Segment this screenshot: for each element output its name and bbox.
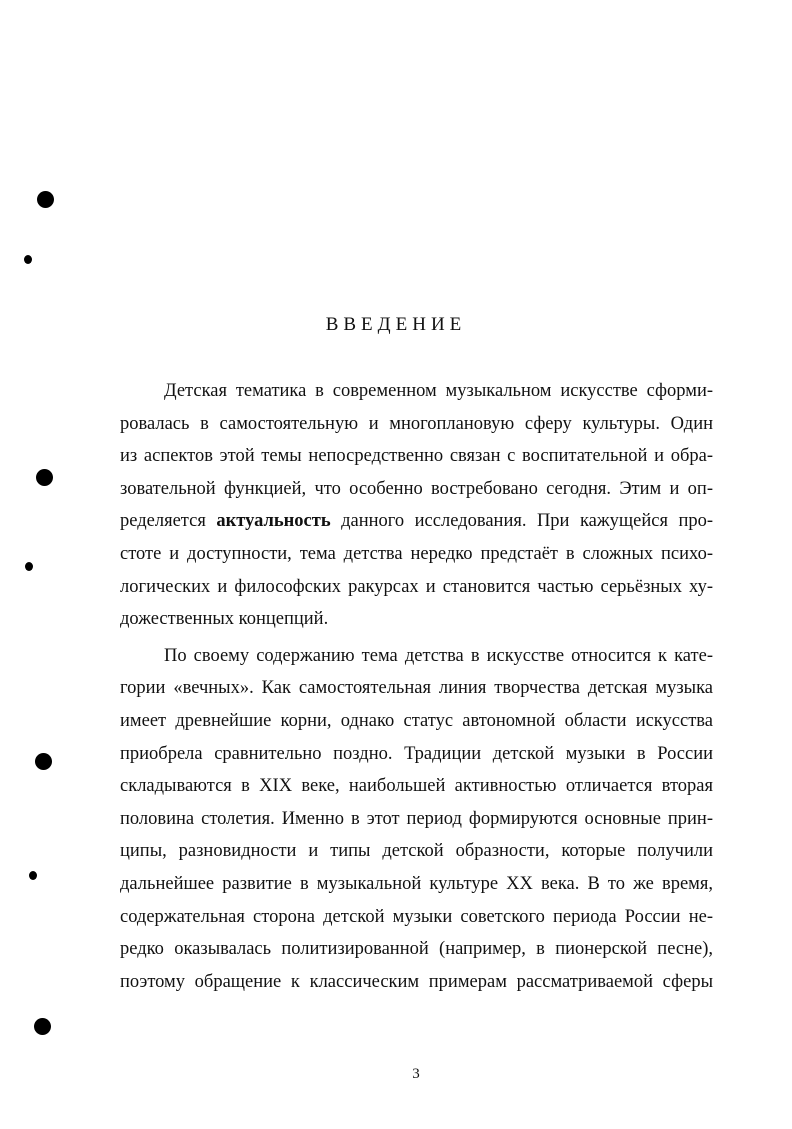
body-text <box>120 375 713 998</box>
text-line: имеет древнейшие корни, однако статус автономной области искусства <box>120 710 713 731</box>
binding-mark <box>29 871 37 880</box>
paragraph-relevance <box>120 375 713 636</box>
text-line: логических и философских ракурсах и становится частью серьёзных ху- <box>120 576 713 597</box>
emphasis-keyword: актуальность <box>216 511 331 532</box>
text-line: приобрела сравнительно поздно. Традиции детской музыки в России <box>120 743 713 764</box>
text-line: стоте и доступности, тема детства нередко предстаёт в сложных психо- <box>120 543 713 564</box>
binding-hole <box>34 1018 51 1035</box>
text-line: гории «вечных». Как самостоятельная линия творчества детская музыка <box>120 678 713 699</box>
text-line: половина столетия. Именно в этот период формируются основные прин- <box>120 808 713 829</box>
text-line: ровалась в самостоятельную и многоплановую сферу культуры. Один <box>120 413 713 434</box>
paragraph-theme <box>120 640 713 999</box>
text-fragment: данного исследования. При кажущейся про- <box>341 511 714 532</box>
text-line: По своему содержанию тема детства в искусстве относится к кате- <box>164 645 713 666</box>
text-line: ципы, разновидности и типы детской образности, которые получили <box>120 841 713 862</box>
text-line: складываются в XIX веке, наибольшей активностью отличается вторая <box>120 776 713 797</box>
text-line: дожественных концепций. <box>120 609 329 630</box>
binding-hole <box>35 753 52 770</box>
text-line: содержательная сторона детской музыки советского периода России не- <box>120 906 713 927</box>
binding-mark <box>25 562 33 571</box>
page-number: 3 <box>412 1066 420 1082</box>
text-line: редко оказывалась политизированной (например, в пионерской песне), <box>120 939 713 960</box>
text-line <box>120 505 713 538</box>
text-fragment: ределяется <box>120 511 206 532</box>
section-heading: ВВЕДЕНИЕ <box>325 314 467 335</box>
text-line: поэтому обращение к классическим примерам рассматриваемой сферы <box>120 971 713 992</box>
text-line: зовательной функцией, что особенно востребовано сегодня. Этим и оп- <box>120 478 713 499</box>
text-line: дальнейшее развитие в музыкальной культуре XX века. В то же время, <box>120 873 713 894</box>
text-line: из аспектов этой темы непосредственно связан с воспитательной и обра- <box>120 446 713 467</box>
binding-hole <box>36 469 53 486</box>
text-line: Детская тематика в современном музыкальном искусстве сформи- <box>164 381 713 401</box>
binding-hole <box>37 191 54 208</box>
binding-mark <box>24 255 32 264</box>
